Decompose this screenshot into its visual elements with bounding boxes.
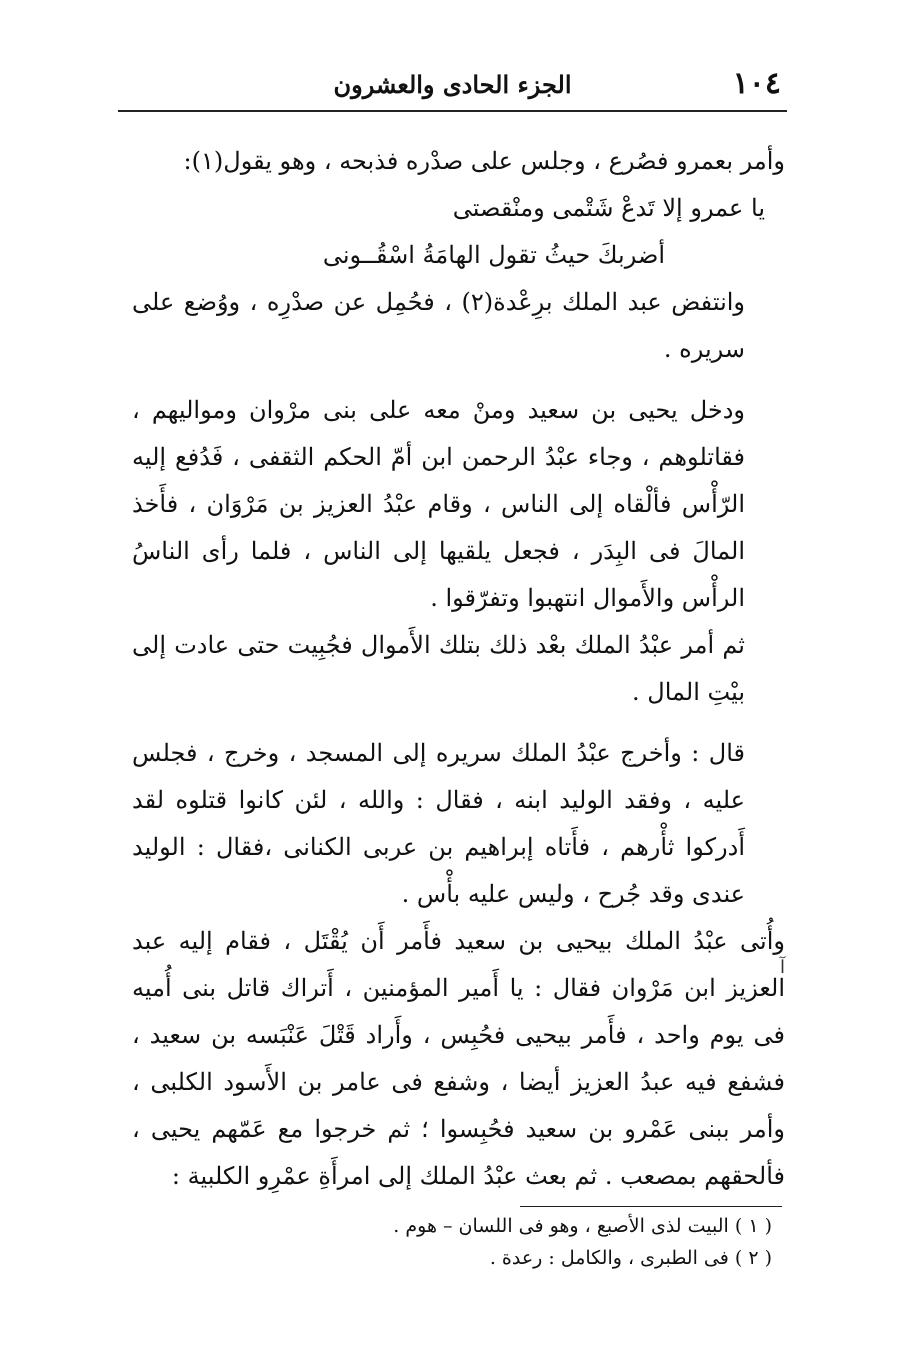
margin-mark: آ xyxy=(779,957,785,978)
paragraph: قال : وأخرج عبْدُ الملك سريره إلى المسجد ، وخرج ، فجلس عليه ، وفقد الوليد ابنه ، فقال : والله ، لئن كانوا قتلوه لقد أَدركوا ثأْرهم ، فأَتاه إبراهيم بن عربى الكنانى ،فقال : الوليد عندى وقد جُرح ، وليس عليه بأْس . xyxy=(132,739,745,908)
main-text xyxy=(132,138,785,1200)
footnote-divider xyxy=(520,1206,782,1207)
paragraph: وانتفض عبد الملك برِعْدة(٢) ، فحُمِل عن صدْرِه ، ووُضع على سريره . xyxy=(132,288,746,363)
page-header xyxy=(118,62,787,112)
page-number: ١٠٤ xyxy=(732,66,781,101)
paragraph: وأُتى عبْدُ الملك بيحيى بن سعيد فأَمر أَن يُقْتَل ، فقام إليه عبد العزيز ابن مَرْوان فقال : يا أَمير المؤمنين ، أَتراك قاتل بنى أُميه فى يوم واحد ، فأَمر بيحيى فحُبِس ، وأَراد قَتْلَ عَنْبَسه بن سعيد ، فشفع فيه عبدُ العزيز أيضا ، وشفع فى عامر بن الأَسود الكلبى ، وأمر ببنى عَمْرو بن سعيد فحُبِسوا ؛ ثم خرجوا مع عَمّهم يحيى ، فألحقهم بمصعب . ثم بعث عبْدُ الملك إلى امرأَةِ عمْرِو الكلبية : xyxy=(132,927,785,1190)
running-title: الجزء الحادى والعشرون xyxy=(333,70,572,99)
paragraph: وأمر بعمرو فصُرع ، وجلس على صدْره فذبحه ، وهو يقول(١): xyxy=(183,147,785,175)
verse-line: يا عمرو إلا تَدعْ شَتْمى ومنْقصتى xyxy=(452,194,765,222)
verse-line: أضربكَ حيثُ تقول الهامَةُ اسْقُــونى xyxy=(322,241,665,269)
footnote: ( ١ ) البيت لذى الأصبع ، وهو فى اللسان – هوم . xyxy=(393,1215,772,1237)
paragraph: ودخل يحيى بن سعيد ومنْ معه على بنى مرْوان ومواليهم ، فقاتلوهم ، وجاء عبْدُ الرحمن ابن أمّ الحكم الثقفى ، فَدُفع إليه الرّأْس فألْقاه إلى الناس ، وقام عبْدُ العزيز بن مَرْوَان ، فأَخذ المالَ فى البِدَر ، فجعل يلقيها إلى الناس ، فلما رأى الناسُ الرأْس والأَموال انتهبوا وتفرّقوا . xyxy=(132,396,745,612)
paragraph: ثم أمر عبْدُ الملك بعْد ذلك بتلك الأَموال فجُبِيت حتى عادت إلى بيْتِ المال . xyxy=(132,631,745,706)
footnotes xyxy=(132,1210,782,1274)
footnote: ( ٢ ) فى الطبرى ، والكامل : رعدة . xyxy=(489,1247,772,1269)
